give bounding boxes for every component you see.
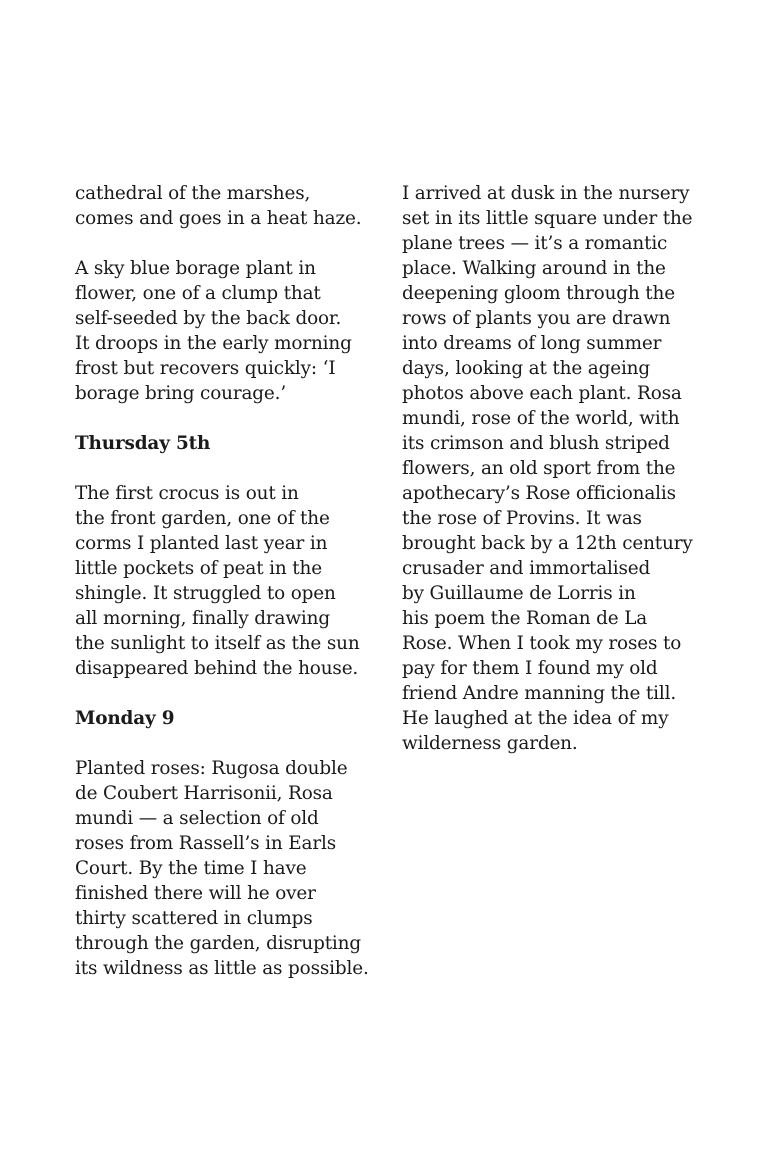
text-line: thirty scattered in clumps [75,908,313,929]
paragraph-gap [75,406,385,431]
text-line: He laughed at the idea of my [402,708,669,729]
text-line: crusader and immortalised [402,558,651,579]
text-line: days, looking at the ageing [402,358,651,379]
text-line: friend Andre manning the till. [402,683,677,704]
text-line: borage bring courage.’ [75,383,287,404]
text-line: comes and goes in a heat haze. [75,208,362,229]
text-line: shingle. It struggled to open [75,583,336,604]
text-line: plane trees — it’s a romantic [402,233,668,254]
text-line: cathedral of the marshes, [75,183,311,204]
date-heading-thursday: Thursday 5th [75,433,211,454]
text-line: the front garden, one of the [75,508,330,529]
text-line: disappeared behind the house. [75,658,359,679]
text-line: Planted roses: Rugosa double [75,758,348,779]
paragraph-gap [75,231,385,256]
text-line: finished there will he over [75,883,316,904]
paragraph-crocus [75,481,385,681]
text-line: the sunlight to itself as the sun [75,633,360,654]
text-line: its wildness as little as possible. [75,958,369,979]
text-line: through the garden, disrupting [75,933,361,954]
text-line: corms I planted last year in [75,533,328,554]
text-line: mundi — a selection of old [75,808,319,829]
text-line: place. Walking around in the [402,258,666,279]
left-column [75,181,385,981]
text-line: all morning, finally drawing [75,608,330,629]
text-line: self-seeded by the back door. [75,308,342,329]
text-line: It droops in the early morning [75,333,352,354]
paragraph-gap [75,456,385,481]
paragraph-gap [75,681,385,706]
text-line: little pockets of peat in the [75,558,322,579]
text-line: rows of plants you are drawn [402,308,671,329]
text-line: photos above each plant. Rosa [402,383,682,404]
text-line: roses from Rassell’s in Earls [75,833,337,854]
text-line: set in its little square under the [402,208,693,229]
text-line: de Coubert Harrisonii, Rosa [75,783,333,804]
text-line: I arrived at dusk in the nursery [402,183,690,204]
text-line: his poem the Roman de La [402,608,648,629]
text-line: by Guillaume de Lorris in [402,583,636,604]
paragraph-gap [75,731,385,756]
text-line: flower, one of a clump that [75,283,321,304]
text-line: Rose. When I took my roses to [402,633,682,654]
text-line: mundi, rose of the world, with [402,408,680,429]
text-line: flowers, an old sport from the [402,458,676,479]
paragraph-nursery [402,181,712,756]
text-line: deepening gloom through the [402,283,675,304]
text-line: apothecary’s Rose officionalis [402,483,676,504]
text-line: brought back by a 12th century [402,533,693,554]
text-line: The first crocus is out in [75,483,299,504]
paragraph-borage [75,256,385,406]
paragraph-roses [75,756,385,981]
date-heading-monday: Monday 9 [75,708,175,729]
text-line: wilderness garden. [402,733,578,754]
text-line: pay for them I found my old [402,658,658,679]
right-column [402,181,712,756]
text-line: its crimson and blush striped [402,433,670,454]
text-line: the rose of Provins. It was [402,508,642,529]
text-line: A sky blue borage plant in [75,258,316,279]
text-line: into dreams of long summer [402,333,662,354]
text-line: Court. By the time I have [75,858,307,879]
text-line: frost but recovers quickly: ‘I [75,358,336,379]
paragraph-marshes [75,181,385,231]
